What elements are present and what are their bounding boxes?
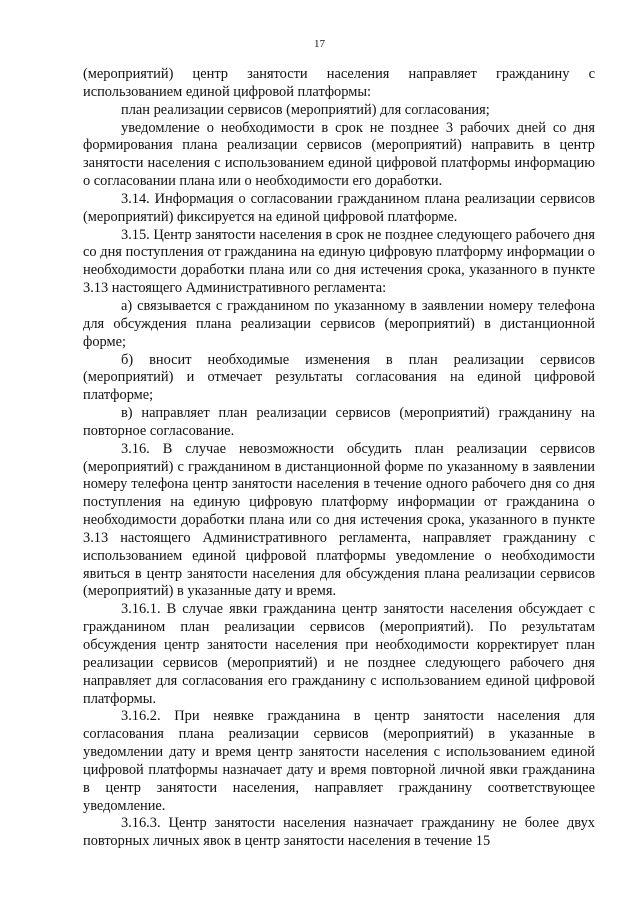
- paragraph-notification-item: уведомление о необходимости в срок не позднее 3 рабочих дней со дня формирования плана реализации сервисов (мероприятий) направить в центр занятости населения с использованием единой цифровой платформы информацию о согласовании плана или о необходимости его доработки.: [83, 119, 595, 190]
- paragraph-3-16-1: 3.16.1. В случае явки гражданина центр занятости населения обсуждает с гражданином план реализации сервисов (мероприятий). По результатам обсуждения центр занятости населения при необходимости корректирует план реализации сервисов (мероприятий) и не позднее следующего рабочего дня направляет для согласования его гражданину с использованием единой цифровой платформы.: [83, 601, 595, 707]
- paragraph-3-15-b: б) вносит необходимые изменения в план реализации сервисов (мероприятий) и отмечает результаты согласования на единой цифровой платформе;: [83, 351, 595, 404]
- paragraph-3-15-a: а) связывается с гражданином по указанному в заявлении номеру телефона для обсуждения плана реализации сервисов (мероприятий) в дистанционной форме;: [83, 297, 595, 350]
- paragraph-3-15: 3.15. Центр занятости населения в срок не позднее следующего рабочего дня со дня поступления от гражданина на единую цифровую платформу информации о необходимости доработки плана или со дня истечения срока, указанного в пункте 3.13 настоящего Административного регламента:: [83, 226, 595, 297]
- paragraph-3-16-3: 3.16.3. Центр занятости населения назначает гражданину не более двух повторных личных явок в центр занятости населения в течение 15: [83, 815, 595, 850]
- paragraph-3-16: 3.16. В случае невозможности обсудить план реализации сервисов (мероприятий) с гражданином в дистанционной форме по указанному в заявлении номеру телефона центр занятости населения в течение одного рабочего дня со дня поступления на единую цифровую платформу информации от гражданина о необходимости доработки плана или со дня истечения срока, указанного в пункте 3.13 настоящего Административного регламента, направляет гражданину с использованием единой цифровой платформы уведомление о необходимости явиться в центр занятости населения для обсуждения плана реализации сервисов (мероприятий) в указанные дату и время.: [83, 440, 595, 600]
- page-number: 17: [314, 38, 325, 50]
- paragraph-continuation: (мероприятий) центр занятости населения направляет гражданину с использованием единой цифровой платформы:: [83, 66, 595, 100]
- paragraph-3-16-2: 3.16.2. При неявке гражданина в центр занятости населения для согласования плана реализации сервисов (мероприятий) в указанные в уведомлении дату и время центр занятости населения с использованием единой цифровой платформы назначает дату и время повторной личной явки гражданина в центр занятости населения, направляет гражданину соответствующее уведомление.: [83, 708, 595, 814]
- paragraph-3-14: 3.14. Информация о согласовании гражданином плана реализации сервисов (мероприятий) фиксируется на единой цифровой платформе.: [83, 190, 595, 225]
- paragraph-plan-item: план реализации сервисов (мероприятий) для согласования;: [121, 101, 490, 118]
- document-body: [83, 66, 595, 851]
- paragraph-3-15-c: в) направляет план реализации сервисов (мероприятий) гражданину на повторное согласование.: [83, 405, 595, 439]
